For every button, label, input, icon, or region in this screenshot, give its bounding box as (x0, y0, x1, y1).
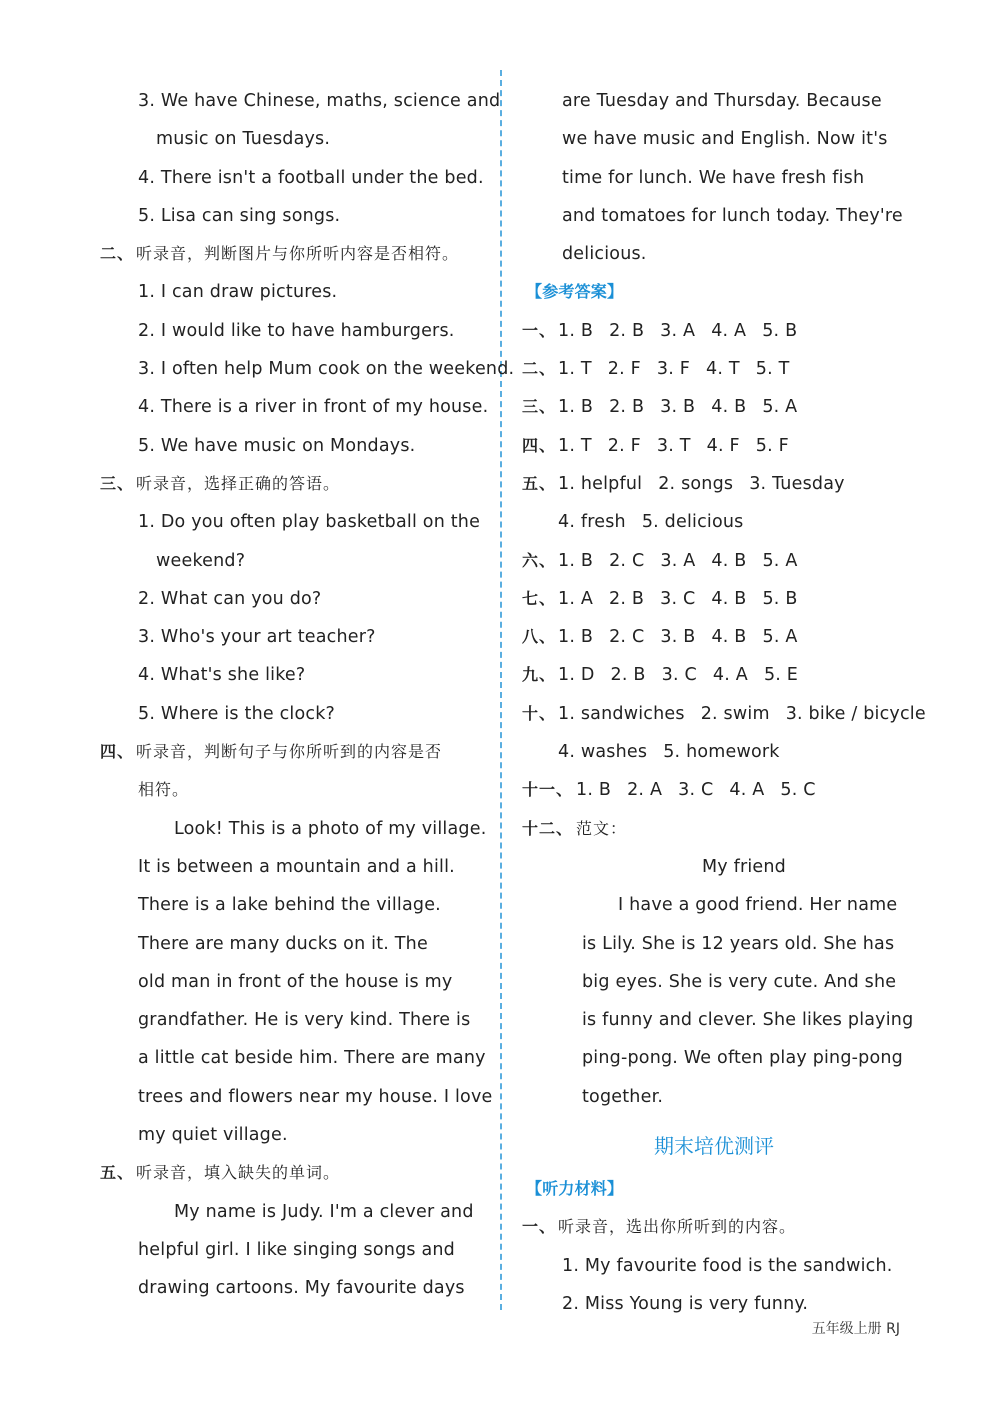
answer-row (522, 312, 906, 350)
answer-item: 3. Tuesday (749, 473, 845, 494)
passage-line: we have music and English. Now it's (562, 129, 888, 150)
answer-item: 1. T (558, 359, 592, 380)
section-heading (100, 733, 480, 771)
answer-item: 2. A (627, 780, 663, 801)
essay-line: is funny and clever. She likes playing (582, 1010, 914, 1031)
answer-item: 2. songs (658, 473, 734, 494)
answer-item: 1. helpful (558, 473, 643, 494)
answer-item: 5. B (762, 588, 798, 609)
section-number: 三、 (100, 473, 135, 493)
page-footer: 五年级上册 RJ (811, 1321, 900, 1337)
answer-list (558, 656, 814, 694)
answer-list (558, 733, 796, 771)
list-item: 1. My favourite food is the sandwich. (562, 1255, 893, 1276)
answer-item: 4. F (706, 435, 740, 456)
answer-item: 5. F (755, 435, 789, 456)
answer-row (522, 465, 906, 503)
section-title-continued: 相符。 (138, 780, 190, 800)
answer-item: 4. A (712, 665, 748, 686)
passage-line: There are many ducks on it. The (138, 933, 428, 954)
passage-line: delicious. (562, 244, 647, 265)
answer-item: 1. B (558, 627, 594, 648)
section-title: 听录音，判断句子与你所听到的内容是否 (136, 742, 443, 762)
section-title: 听录音，选出你所听到的内容。 (558, 1217, 797, 1237)
list-item: 2. I would like to have hamburgers. (138, 320, 455, 341)
exam-heading: 期末培优测评 (654, 1134, 774, 1159)
column-divider (500, 70, 502, 1310)
section-number: 五、 (100, 1163, 135, 1183)
answer-item: 2. B (610, 665, 646, 686)
answer-item: 4. B (711, 550, 747, 571)
text-line: 3. We have Chinese, maths, science and (138, 91, 501, 111)
listening-material-title: 【听力材料】 (526, 1179, 624, 1199)
essay-line: is Lily. She is 12 years old. She has (582, 933, 895, 954)
passage-line: helpful girl. I like singing songs and (138, 1239, 455, 1260)
list-item: 3. I often help Mum cook on the weekend. (138, 359, 515, 380)
section-heading (100, 1154, 480, 1192)
section-number: 一、 (522, 1217, 557, 1237)
answer-item: 3. A (660, 550, 696, 571)
answer-row (522, 656, 906, 694)
answer-key (522, 312, 926, 810)
answer-row (522, 388, 906, 426)
answer-section-number: 十一、 (522, 780, 574, 800)
answer-item: 3. B (660, 627, 696, 648)
text-line: 5. Lisa can sing songs. (138, 205, 341, 226)
answer-list (558, 542, 814, 580)
passage-line: trees and flowers near my house. I love (138, 1086, 493, 1107)
passage-line: There is a lake behind the village. (138, 895, 441, 916)
answer-row (522, 350, 906, 388)
answer-item: 5. delicious (641, 512, 744, 533)
essay-line: I have a good friend. Her name (618, 895, 898, 916)
answer-row (522, 427, 906, 465)
answer-list (576, 771, 832, 809)
answer-item: 4. fresh (558, 512, 626, 533)
answer-item: 1. T (558, 435, 592, 456)
left-column (100, 82, 515, 1308)
essay-title: My friend (701, 856, 786, 877)
answer-item: 2. B (609, 588, 645, 609)
answer-item: 1. B (576, 780, 612, 801)
answer-item: 5. A (762, 627, 798, 648)
section-number: 四、 (100, 742, 135, 762)
answer-item: 5. A (762, 397, 798, 418)
answer-section-number: 五、 (522, 473, 557, 493)
answer-item: 5. homework (663, 742, 780, 763)
answer-section-number: 六、 (522, 550, 557, 570)
answer-list (558, 618, 814, 656)
list-item: 4. What's she like? (138, 665, 306, 686)
essay-line: big eyes. She is very cute. And she (582, 971, 897, 992)
answer-item: 4. A (711, 320, 747, 341)
answer-item: 3. B (660, 397, 696, 418)
answer-list (558, 695, 942, 733)
text-line: 4. There isn't a football under the bed. (138, 167, 484, 188)
answer-item: 3. A (660, 320, 696, 341)
answer-item: 2. B (609, 397, 645, 418)
section-title: 听录音，选择正确的答语。 (136, 473, 341, 493)
list-item: 5. Where is the clock? (138, 703, 336, 724)
section-title: 听录音，填入缺失的单词。 (136, 1163, 341, 1183)
passage-line: my quiet village. (138, 1125, 288, 1146)
answer-item: 2. F (607, 359, 641, 380)
text-line: music on Tuesdays. (156, 129, 331, 150)
answer-item: 5. C (780, 780, 816, 801)
passage-line: are Tuesday and Thursday. Because (562, 91, 882, 111)
answer-item: 2. B (609, 320, 645, 341)
right-column (522, 82, 926, 1323)
answer-section-number: 一、 (522, 320, 557, 340)
answer-list (558, 465, 861, 503)
answer-section-number: 八、 (522, 627, 557, 647)
section-heading (100, 465, 480, 503)
answer-list (558, 503, 759, 541)
answer-item: 3. bike / bicycle (785, 703, 926, 724)
answer-item: 4. B (711, 397, 747, 418)
list-item: 2. Miss Young is very funny. (562, 1293, 809, 1314)
section-heading (522, 1208, 906, 1246)
section-heading (100, 235, 480, 273)
answer-item: 1. B (558, 397, 594, 418)
answer-item: 1. B (558, 550, 594, 571)
list-item: 5. We have music on Mondays. (138, 435, 416, 456)
answer-item: 4. B (711, 627, 747, 648)
answer-item: 5. A (762, 550, 798, 571)
answer-item: 2. C (609, 627, 645, 648)
answer-row (522, 771, 906, 809)
answer-item: 3. C (678, 780, 714, 801)
passage-line: drawing cartoons. My favourite days (138, 1278, 465, 1299)
passage-line: time for lunch. We have fresh fish (562, 167, 865, 188)
answer-key-title: 【参考答案】 (526, 282, 624, 302)
answer-section-number: 三、 (522, 397, 557, 417)
answer-item: 1. B (558, 320, 594, 341)
answer-section-number: 二、 (522, 359, 557, 379)
answer-item: 1. D (558, 665, 595, 686)
answer-row (522, 580, 906, 618)
essay-line: ping-pong. We often play ping-pong (582, 1048, 903, 1069)
list-item: 4. There is a river in front of my house. (138, 397, 489, 418)
answer-item: 4. B (711, 588, 747, 609)
answer-item: 2. swim (700, 703, 770, 724)
passage-line: a little cat beside him. There are many (138, 1048, 486, 1069)
answer-list (558, 427, 805, 465)
passage-line: My name is Judy. I'm a clever and (174, 1201, 474, 1222)
answer-item: 4. A (729, 780, 765, 801)
answer-section-number: 四、 (522, 435, 557, 455)
answer-list (558, 312, 813, 350)
answer-list (558, 388, 813, 426)
answer-row (522, 618, 906, 656)
answer-item: 5. E (763, 665, 799, 686)
passage-line: grandfather. He is very kind. There is (138, 1010, 471, 1031)
section-title: 范文： (576, 818, 628, 838)
answer-item: 1. A (558, 588, 594, 609)
answer-section-number: 七、 (522, 588, 557, 608)
passage-line: and tomatoes for lunch today. They're (562, 205, 903, 226)
passage-line: old man in front of the house is my (138, 971, 453, 992)
section-title: 听录音，判断图片与你所听内容是否相符。 (136, 244, 460, 264)
answer-item: 3. C (661, 665, 697, 686)
essay-line: together. (582, 1086, 664, 1107)
answer-item: 2. F (607, 435, 641, 456)
answer-section-number: 十、 (522, 703, 557, 723)
passage-line: It is between a mountain and a hill. (138, 856, 455, 877)
answer-item: 3. T (656, 435, 691, 456)
list-item: 1. I can draw pictures. (138, 282, 338, 303)
answer-row (522, 503, 906, 541)
list-item: weekend? (156, 550, 246, 571)
section-number: 十二、 (522, 818, 574, 838)
answer-item: 2. C (609, 550, 645, 571)
answer-item: 3. F (656, 359, 691, 380)
answer-row (522, 695, 926, 733)
section-heading (522, 810, 906, 848)
section-number: 二、 (100, 244, 135, 264)
list-item: 1. Do you often play basketball on the (138, 512, 481, 533)
answer-item: 5. T (755, 359, 790, 380)
answer-list (558, 580, 814, 618)
list-item: 2. What can you do? (138, 588, 322, 609)
answer-row (522, 542, 906, 580)
answer-item: 5. B (762, 320, 798, 341)
answer-item: 4. T (706, 359, 740, 380)
answer-item: 4. washes (558, 742, 648, 763)
answer-item: 3. C (660, 588, 696, 609)
answer-list (558, 350, 806, 388)
answer-item: 1. sandwiches (558, 703, 685, 724)
list-item: 3. Who's your art teacher? (138, 627, 376, 648)
answer-row (522, 733, 906, 771)
answer-section-number: 九、 (522, 665, 557, 685)
passage-line: Look! This is a photo of my village. (174, 818, 487, 839)
